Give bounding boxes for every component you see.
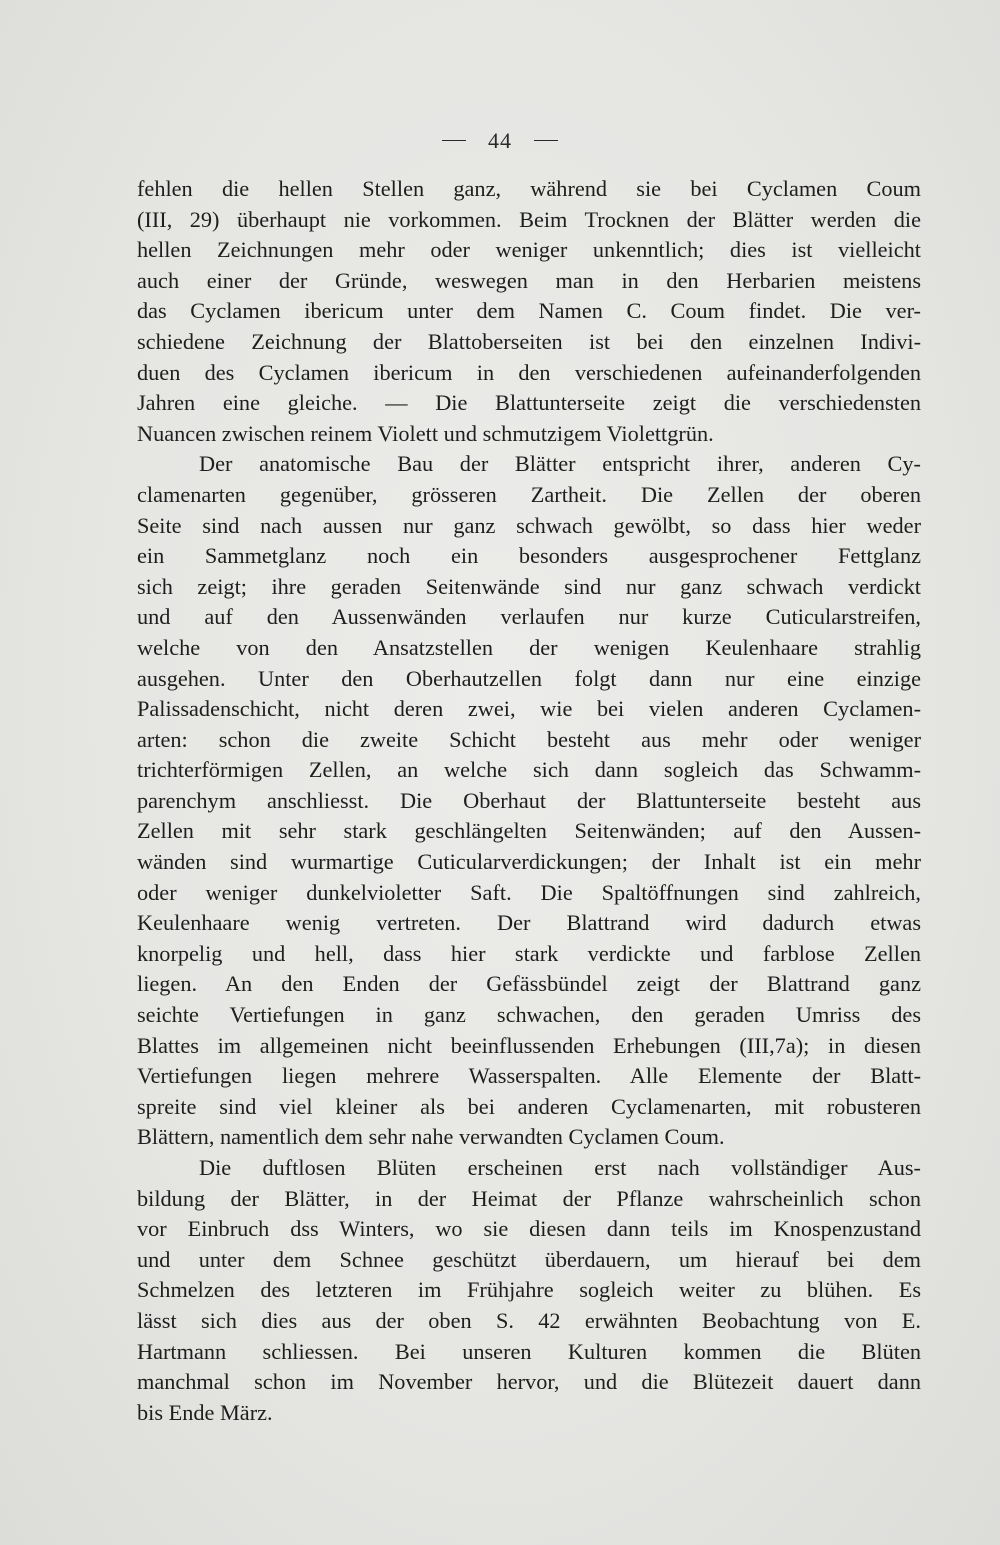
- body-text: [137, 174, 921, 1428]
- right-dash: [534, 140, 558, 141]
- text-line: Schmelzen des letzteren im Frühjahre sogleich weiter zu blühen. Es: [137, 1277, 921, 1303]
- page-number-header: [0, 128, 1000, 154]
- text-line: knorpelig und hell, dass hier stark verdickte und farblose Zellen: [137, 940, 921, 966]
- text-line: bildung der Blätter, in der Heimat der Pflanze wahrscheinlich schon: [137, 1185, 921, 1211]
- text-line: liegen. An den Enden der Gefässbündel zeigt der Blattrand ganz: [137, 971, 921, 997]
- text-line: duen des Cyclamen ibericum in den verschiedenen aufeinanderfolgenden: [137, 359, 921, 385]
- text-line: wänden sind wurmartige Cuticularverdickungen; der Inhalt ist ein mehr: [137, 849, 921, 875]
- text-line: oder weniger dunkelvioletter Saft. Die Spaltöffnungen sind zahlreich,: [137, 879, 921, 905]
- text-line: und auf den Aussenwänden verlaufen nur kurze Cuticularstreifen,: [137, 604, 921, 630]
- text-line: arten: schon die zweite Schicht besteht aus mehr oder weniger: [137, 726, 921, 752]
- paragraph: [137, 449, 921, 1153]
- text-line: vor Einbruch dss Winters, wo sie diesen dann teils im Knospenzustand: [137, 1216, 921, 1242]
- text-line: Blättern, namentlich dem sehr nahe verwandten Cyclamen Coum.: [137, 1124, 725, 1150]
- text-line: Seite sind nach aussen nur ganz schwach gewölbt, so dass hier weder: [137, 512, 921, 538]
- page-number: 44: [488, 128, 512, 153]
- text-line: Blattes im allgemeinen nicht beeinflussenden Erhebungen (III,7a); in diesen: [137, 1032, 921, 1058]
- text-line: ausgehen. Unter den Oberhautzellen folgt dann nur eine einzige: [137, 665, 921, 691]
- text-line: Hartmann schliessen. Bei unseren Kulturen kommen die Blüten: [137, 1338, 921, 1364]
- text-line: trichterförmigen Zellen, an welche sich dann sogleich das Schwamm-: [137, 757, 921, 783]
- text-line: welche von den Ansatzstellen der wenigen Keulenhaare strahlig: [137, 634, 921, 660]
- text-line: das Cyclamen ibericum unter dem Namen C. Coum findet. Die ver-: [137, 298, 921, 324]
- left-dash: [442, 140, 466, 141]
- text-line: parenchym anschliesst. Die Oberhaut der Blattunterseite besteht aus: [137, 787, 921, 813]
- text-line: hellen Zeichnungen mehr oder weniger unkenntlich; dies ist vielleicht: [137, 237, 921, 263]
- text-line: (III, 29) überhaupt nie vorkommen. Beim Trocknen der Blätter werden die: [137, 206, 921, 232]
- text-line: ein Sammetglanz noch ein besonders ausgesprochener Fettglanz: [137, 543, 921, 569]
- text-line: manchmal schon im November hervor, und die Blütezeit dauert dann: [137, 1369, 921, 1395]
- text-line: Der anatomische Bau der Blätter entspricht ihrer, anderen Cy-: [199, 451, 921, 477]
- text-line: clamenarten gegenüber, grösseren Zartheit. Die Zellen der oberen: [137, 481, 921, 507]
- text-line: spreite sind viel kleiner als bei anderen Cyclamenarten, mit robusteren: [137, 1093, 921, 1119]
- text-line: seichte Vertiefungen in ganz schwachen, den geraden Umriss des: [137, 1002, 921, 1028]
- text-line: lässt sich dies aus der oben S. 42 erwähnten Beobachtung von E.: [137, 1307, 921, 1333]
- text-line: bis Ende März.: [137, 1399, 273, 1425]
- text-line: Vertiefungen liegen mehrere Wasserspalten. Alle Elemente der Blatt-: [137, 1063, 921, 1089]
- text-line: auch einer der Gründe, weswegen man in den Herbarien meistens: [137, 267, 921, 293]
- paragraph: [137, 174, 921, 449]
- text-line: Nuancen zwischen reinem Violett und schmutzigem Violettgrün.: [137, 420, 714, 446]
- text-line: sich zeigt; ihre geraden Seitenwände sind nur ganz schwach verdickt: [137, 573, 921, 599]
- text-line: Jahren eine gleiche. — Die Blattunterseite zeigt die verschiedensten: [137, 390, 921, 416]
- text-line: fehlen die hellen Stellen ganz, während sie bei Cyclamen Coum: [137, 176, 921, 201]
- text-line: Keulenhaare wenig vertreten. Der Blattrand wird dadurch etwas: [137, 910, 921, 936]
- text-line: schiedene Zeichnung der Blattoberseiten ist bei den einzelnen Indivi-: [137, 328, 921, 354]
- text-line: Zellen mit sehr stark geschlängelten Seitenwänden; auf den Aussen-: [137, 818, 921, 844]
- text-line: Palissadenschicht, nicht deren zwei, wie bei vielen anderen Cyclamen-: [137, 696, 921, 722]
- text-line: Die duftlosen Blüten erscheinen erst nach vollständiger Aus-: [199, 1155, 921, 1180]
- paragraph: [137, 1153, 921, 1428]
- text-line: und unter dem Schnee geschützt überdauern, um hierauf bei dem: [137, 1246, 921, 1272]
